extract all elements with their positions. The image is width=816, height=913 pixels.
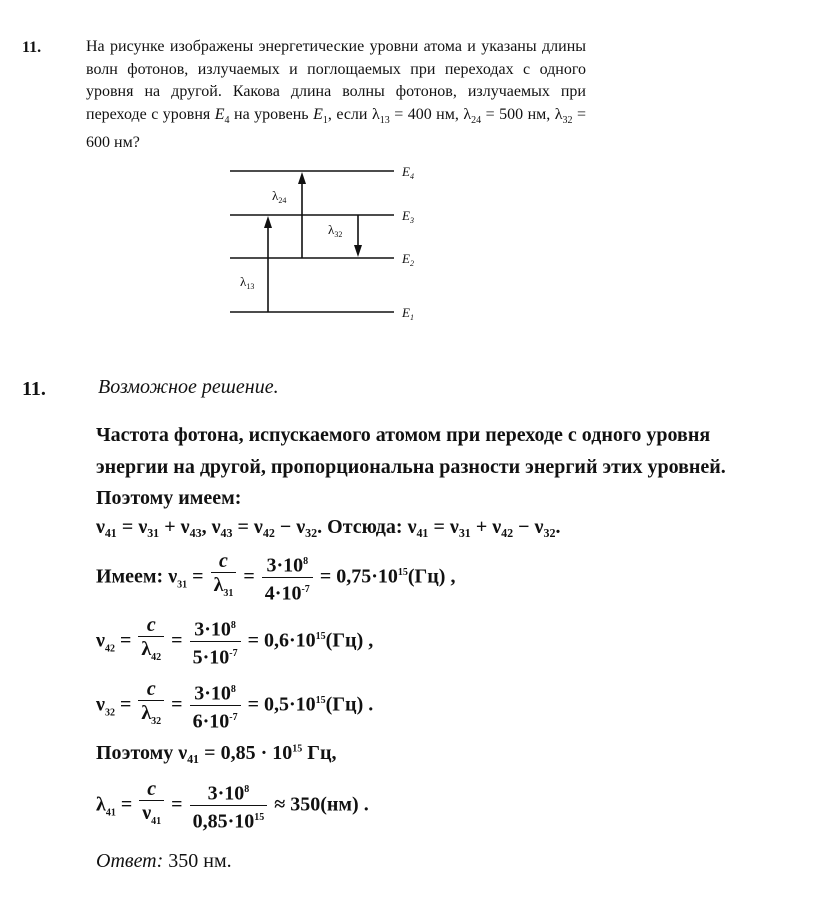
- frac-c-nu41: [139, 778, 164, 834]
- res31: 0,75·10: [336, 565, 398, 588]
- frac-c: c: [138, 614, 164, 637]
- cond-lambda-32-val: = 600 нм?: [86, 105, 587, 152]
- exp8: 8: [244, 783, 250, 795]
- therefore-line: [96, 742, 337, 765]
- frac-c: c: [139, 778, 164, 801]
- nu42: ν: [96, 629, 105, 652]
- num-3e8: 3·10: [194, 682, 231, 705]
- res42: 0,6·10: [264, 629, 316, 652]
- arrowhead-lambda-32: [354, 245, 362, 257]
- equation-nu31: Имеем: $\nu_{31}$ = $\frac{c}{\lambda_{31}}$ = $\frac{3\cdot 10^8}{4\cdot 10^{-7}}$ = $0,75\cdot 10^{15}(Гц)$ ,: [96, 550, 456, 605]
- cond-lambda-32: λ: [554, 105, 563, 123]
- cond-lambda-13-sub: 13: [379, 114, 390, 126]
- nu41-sub: 41: [151, 816, 162, 827]
- frac-num-31: [262, 551, 313, 605]
- l41: λ: [96, 793, 106, 816]
- label-e1: $E_1$: [402, 305, 414, 322]
- therefore-exp: 15: [292, 743, 303, 755]
- l42: λ: [141, 638, 152, 660]
- label-lambda-13: $\lambda_{13}$: [240, 274, 255, 291]
- exp15: 15: [315, 694, 326, 706]
- arrowhead-lambda-24: [298, 172, 306, 184]
- exp8: 8: [230, 683, 236, 695]
- exp-m7: -7: [229, 711, 238, 723]
- cond-lambda-32-sub: 32: [562, 114, 573, 126]
- equation-nu41: ν₄₁ = ν₃₁ + ν₄₃, ν₄₃ = ν₄₂ − ν₃₂. Отсюда: ν₄₁ = ν₃₁ + ν₄₂ − ν₃₂.: [96, 516, 561, 538]
- label-e4: $E_4$: [402, 164, 414, 181]
- level-e4: E: [214, 105, 225, 123]
- level-e4-sub: 4: [224, 114, 230, 126]
- cond-lambda-24: λ: [463, 105, 472, 123]
- level-e1-sub: 1: [322, 114, 328, 126]
- frac-num-32: [190, 679, 241, 733]
- level-e1: E: [313, 105, 323, 123]
- answer: [96, 850, 232, 873]
- num-3e8: 3·10: [194, 618, 231, 641]
- problem-number: 11.: [22, 39, 42, 56]
- frac-num-41: [190, 779, 268, 833]
- frac-c: c: [211, 550, 237, 573]
- frac-c-l32: [138, 678, 164, 734]
- num-3e8: 3·10: [207, 782, 245, 805]
- res32: 0,5·10: [264, 693, 316, 716]
- nu32-sub: 32: [104, 707, 115, 719]
- exp-m7: -7: [229, 647, 238, 659]
- label-e2: $E_2$: [402, 251, 414, 268]
- l31-sub: 31: [223, 588, 234, 599]
- frac-num-42: [190, 615, 241, 669]
- den-6: 6·10: [192, 710, 230, 733]
- den-085: 0,85·10: [192, 810, 255, 833]
- den-5: 5·10: [192, 646, 230, 669]
- therefore-text: Поэтому ν₄₁ = 0,85 · 10: [96, 742, 293, 764]
- problem-text-3: , если: [327, 105, 372, 123]
- nu41: ν: [142, 802, 152, 824]
- solution-paragraph: Частота фотона, испускаемого атомом при переходе с одного уровня энергии на другой, пропорциональна разности энергий этих уровней. Поэтому имеем:: [96, 424, 726, 509]
- den-4: 4·10: [264, 582, 302, 605]
- label-lambda-32: $\lambda_{32}$: [328, 222, 343, 239]
- arrowhead-lambda-13: [264, 216, 272, 228]
- num-3e8: 3·10: [266, 554, 304, 577]
- nu32: ν: [96, 693, 105, 716]
- label-e3: $E_3$: [402, 208, 414, 225]
- problem-text-2: на уровень: [229, 105, 314, 123]
- equation-nu32: $\nu_{32}$ = $\frac{c}{\lambda_{32}}$ = $\frac{3\cdot 10^8}{6\cdot 10^{-7}}$ = $0,5\cdot 10^{15}(Гц)$ .: [96, 678, 374, 733]
- nu31: ν: [168, 565, 178, 588]
- equation-nu42: $\nu_{42}$ = $\frac{c}{\lambda_{42}}$ = $\frac{3\cdot 10^8}{5\cdot 10^{-7}}$ = $0,6\cdot 10^{15}(Гц)$ ,: [96, 614, 374, 669]
- l42-sub: 42: [151, 652, 162, 663]
- l32: λ: [141, 702, 152, 724]
- label-lambda-24: $\lambda_{24}$: [272, 188, 287, 205]
- approx-result: ≈ 350(нм) .: [274, 793, 369, 816]
- l31: λ: [213, 574, 224, 596]
- answer-label: Ответ:: [96, 850, 164, 872]
- exp15: 15: [397, 566, 408, 578]
- problem-text: На рисунке изображены энергетические уровни атома и указаны длины волн фотонов, излучаемых и поглощаемых при переходах с одного уровня на другой. Какова длина волны фотонов, излучаемых при переходе с уровня: [86, 38, 586, 123]
- therefore-unit: Гц,: [302, 742, 337, 764]
- frac-c-l42: [138, 614, 164, 670]
- cond-lambda-13: λ: [371, 105, 380, 123]
- l41-sub: 41: [105, 807, 116, 819]
- energy-level-diagram: [226, 158, 426, 324]
- equation-lambda41: $\lambda_{41}$ = $\frac{c}{\nu_{41}}$ = $\frac{3\cdot 10^8}{0,85\cdot 10^{15}}$ ≈ 350(нм) .: [96, 778, 369, 833]
- exp15: 15: [315, 630, 326, 642]
- nu42-sub: 42: [104, 643, 115, 655]
- cond-lambda-13-val: = 400 нм,: [389, 105, 464, 123]
- frac-c: c: [138, 678, 164, 701]
- exp8: 8: [230, 619, 236, 631]
- frac-c-l31: [211, 550, 237, 606]
- l32-sub: 32: [151, 716, 162, 727]
- solution-number: 11.: [22, 378, 46, 400]
- unit-42: (Гц) ,: [325, 629, 374, 652]
- solution-title: Возможное решение.: [98, 376, 279, 398]
- exp-m7: -7: [301, 583, 310, 595]
- exp8: 8: [303, 555, 309, 567]
- exp15: 15: [254, 811, 265, 823]
- unit-31: (Гц) ,: [407, 565, 456, 588]
- imeem-label: Имеем:: [96, 565, 169, 588]
- cond-lambda-24-val: = 500 нм,: [481, 105, 555, 123]
- problem-statement: [86, 36, 586, 155]
- nu31-sub: 31: [177, 579, 188, 591]
- answer-value: 350 нм.: [163, 850, 232, 872]
- cond-lambda-24-sub: 24: [471, 114, 482, 126]
- unit-32: (Гц) .: [325, 693, 374, 716]
